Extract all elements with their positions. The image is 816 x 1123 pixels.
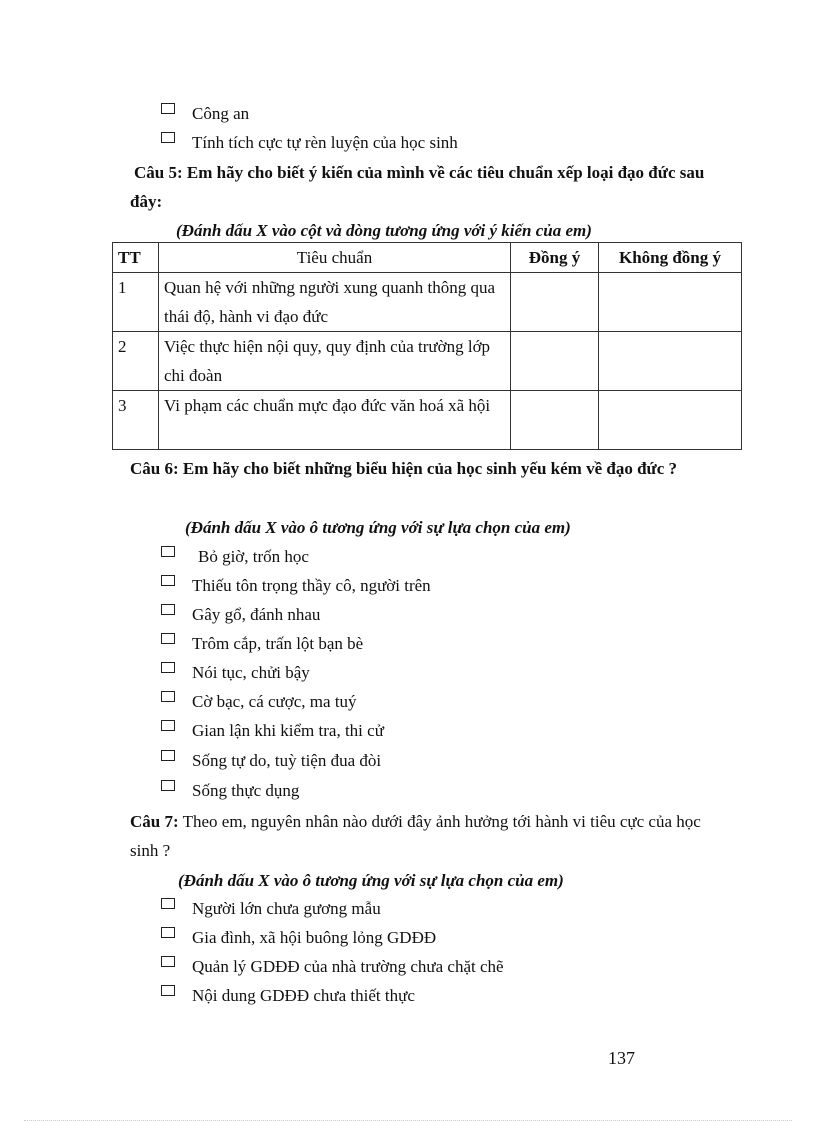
- row-number: 3: [113, 391, 159, 450]
- row-criterion: Quan hệ với những người xung quanh thông qua thái độ, hành vi đạo đức: [159, 273, 511, 332]
- question-text: Em hãy cho biết những biểu hiện của học sinh yếu kém về đạo đức ?: [182, 459, 678, 478]
- checkbox[interactable]: [161, 662, 175, 673]
- checkbox[interactable]: [161, 633, 175, 644]
- checkbox[interactable]: [161, 750, 175, 761]
- question-number: Câu 7:: [130, 812, 179, 831]
- checkbox[interactable]: [161, 927, 175, 938]
- option-label: Tính tích cực tự rèn luyện của học sinh: [192, 133, 458, 152]
- table-row: [113, 273, 742, 332]
- checkbox[interactable]: [161, 780, 175, 791]
- question-number: Câu 6:: [130, 459, 179, 478]
- checkbox[interactable]: [161, 985, 175, 996]
- disagree-cell[interactable]: [599, 391, 742, 450]
- criteria-table: [112, 242, 742, 450]
- table-row: [113, 391, 742, 450]
- row-number: 1: [113, 273, 159, 332]
- checkbox[interactable]: [161, 132, 175, 143]
- checkbox[interactable]: [161, 575, 175, 586]
- option-label: Gây gổ, đánh nhau: [192, 605, 321, 624]
- checkbox[interactable]: [161, 956, 175, 967]
- page-number: 137: [608, 1048, 635, 1068]
- option-label: Trôm cắp, trấn lột bạn bè: [192, 634, 364, 653]
- header-agree: Đồng ý: [511, 243, 599, 273]
- question-7: [130, 807, 730, 865]
- checkbox[interactable]: [161, 103, 175, 114]
- header-disagree: Không đồng ý: [599, 243, 742, 273]
- checkbox[interactable]: [161, 691, 175, 702]
- agree-cell[interactable]: [511, 273, 599, 332]
- option-label: Sống thực dụng: [192, 781, 300, 800]
- instruction: (Đánh dấu X vào ô tương ứng với sự lựa chọn của em): [185, 518, 571, 537]
- checkbox[interactable]: [161, 604, 175, 615]
- option-label: Nội dung GDĐĐ chưa thiết thực: [192, 986, 415, 1005]
- option-label: Người lớn chưa gương mẫu: [192, 899, 381, 918]
- table-header-row: [113, 243, 742, 273]
- footer-divider: [24, 1120, 792, 1121]
- disagree-cell[interactable]: [599, 273, 742, 332]
- row-number: 2: [113, 332, 159, 391]
- question-6: [130, 454, 730, 483]
- question-text: Em hãy cho biết ý kiến của mình về các tiêu chuẩn xếp loại đạo đức sau đây:: [130, 163, 705, 211]
- option-label: Cờ bạc, cá cược, ma tuý: [192, 692, 357, 711]
- option-label: Sống tự do, tuỳ tiện đua đòi: [192, 751, 382, 770]
- agree-cell[interactable]: [511, 332, 599, 391]
- question-number: Câu 5:: [134, 163, 183, 182]
- checkbox[interactable]: [161, 546, 175, 557]
- table-row: [113, 332, 742, 391]
- option-label: Công an: [192, 104, 250, 123]
- option-label: Gian lận khi kiểm tra, thi cử: [192, 721, 384, 740]
- row-criterion: Vi phạm các chuẩn mực đạo đức văn hoá xã hội: [159, 391, 511, 450]
- question-5: [130, 158, 730, 216]
- option-label: Thiếu tôn trọng thầy cô, người trên: [192, 576, 431, 595]
- question-text: Theo em, nguyên nhân nào dưới đây ảnh hưởng tới hành vi tiêu cực của học sinh ?: [130, 812, 701, 860]
- header-criterion: Tiêu chuẩn: [159, 243, 511, 273]
- checkbox[interactable]: [161, 720, 175, 731]
- option-label: Bỏ giờ, trốn học: [198, 547, 309, 566]
- instruction: (Đánh dấu X vào ô tương ứng với sự lựa chọn của em): [178, 871, 564, 890]
- option-label: Gia đình, xã hội buông lỏng GDĐĐ: [192, 928, 437, 947]
- instruction: (Đánh dấu X vào cột và dòng tương ứng với ý kiến của em): [176, 221, 592, 240]
- agree-cell[interactable]: [511, 391, 599, 450]
- option-label: Quản lý GDĐĐ của nhà trường chưa chặt chẽ: [192, 957, 504, 976]
- option-label: Nói tục, chửi bậy: [192, 663, 310, 682]
- disagree-cell[interactable]: [599, 332, 742, 391]
- checkbox[interactable]: [161, 898, 175, 909]
- row-criterion: Việc thực hiện nội quy, quy định của trường lớp chi đoàn: [159, 332, 511, 391]
- header-tt: TT: [113, 243, 159, 273]
